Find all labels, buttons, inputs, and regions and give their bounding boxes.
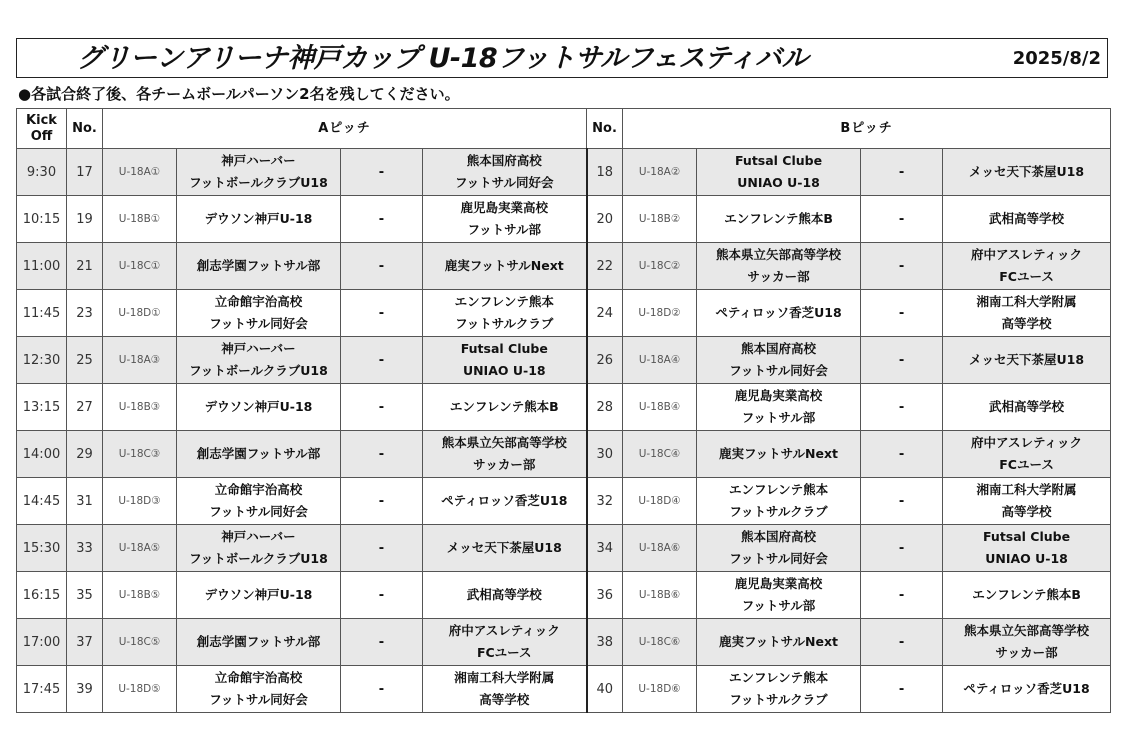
score-a: -: [341, 572, 423, 619]
away-team-a: 熊本県立矢部高等学校 サッカー部: [423, 431, 587, 478]
away-team-a: 府中アスレティック FCユース: [423, 619, 587, 666]
score-a: -: [341, 149, 423, 196]
table-row: [17, 666, 1111, 713]
home-team-a: 創志学園フットサル部: [177, 243, 341, 290]
away-team-b: 湘南工科大学附属 高等学校: [943, 290, 1111, 337]
away-team-b: 熊本県立矢部高等学校 サッカー部: [943, 619, 1111, 666]
home-team-b: 鹿実フットサルNext: [697, 431, 861, 478]
score-a: -: [341, 666, 423, 713]
home-team-b: 熊本国府高校 フットサル同好会: [697, 337, 861, 384]
home-team-a: 立命館宇治高校 フットサル同好会: [177, 666, 341, 713]
match-no-b: 38: [587, 619, 623, 666]
home-team-a: 立命館宇治高校 フットサル同好会: [177, 290, 341, 337]
home-team-b: 熊本国府高校 フットサル同好会: [697, 525, 861, 572]
score-b: -: [861, 572, 943, 619]
away-team-b: 府中アスレティック FCユース: [943, 243, 1111, 290]
match-no-a: 25: [67, 337, 103, 384]
pitch-a-header: Aピッチ: [103, 109, 587, 149]
kickoff-time: 15:30: [17, 525, 67, 572]
score-b: -: [861, 384, 943, 431]
score-a: -: [341, 243, 423, 290]
away-team-b: 府中アスレティック FCユース: [943, 431, 1111, 478]
kickoff-time: 11:00: [17, 243, 67, 290]
away-team-a: Futsal Clube UNIAO U-18: [423, 337, 587, 384]
ballperson-note: ●各試合終了後、各チームボールパーソン2名を残してください。: [18, 85, 460, 103]
home-team-a: デウソン神戸U-18: [177, 572, 341, 619]
score-a: -: [341, 525, 423, 572]
match-no-b: 18: [587, 149, 623, 196]
away-team-a: 武相高等学校: [423, 572, 587, 619]
group-code-a: U-18A①: [103, 149, 177, 196]
away-team-b: 湘南工科大学附属 高等学校: [943, 478, 1111, 525]
match-no-b: 28: [587, 384, 623, 431]
score-b: -: [861, 149, 943, 196]
kickoff-time: 10:15: [17, 196, 67, 243]
match-no-a: 33: [67, 525, 103, 572]
score-a: -: [341, 196, 423, 243]
score-b: -: [861, 243, 943, 290]
score-a: -: [341, 337, 423, 384]
away-team-a: 湘南工科大学附属 高等学校: [423, 666, 587, 713]
score-b: -: [861, 666, 943, 713]
group-code-b: U-18C②: [623, 243, 697, 290]
kickoff-time: 13:15: [17, 384, 67, 431]
group-code-a: U-18B①: [103, 196, 177, 243]
group-code-a: U-18C①: [103, 243, 177, 290]
kickoff-time: 14:45: [17, 478, 67, 525]
score-a: -: [341, 619, 423, 666]
score-b: -: [861, 290, 943, 337]
away-team-a: エンフレンテ熊本B: [423, 384, 587, 431]
group-code-b: U-18C⑥: [623, 619, 697, 666]
group-code-a: U-18B⑤: [103, 572, 177, 619]
match-no-b: 32: [587, 478, 623, 525]
group-code-a: U-18C⑤: [103, 619, 177, 666]
home-team-a: 立命館宇治高校 フットサル同好会: [177, 478, 341, 525]
kickoff-time: 12:30: [17, 337, 67, 384]
score-a: -: [341, 384, 423, 431]
group-code-b: U-18B④: [623, 384, 697, 431]
table-row: [17, 525, 1111, 572]
away-team-b: Futsal Clube UNIAO U-18: [943, 525, 1111, 572]
table-row: [17, 243, 1111, 290]
away-team-a: 鹿実フットサルNext: [423, 243, 587, 290]
group-code-b: U-18D⑥: [623, 666, 697, 713]
table-row: [17, 384, 1111, 431]
title-box: [16, 38, 1108, 78]
table-row: [17, 196, 1111, 243]
no-a-header: No.: [67, 109, 103, 149]
away-team-b: 武相高等学校: [943, 384, 1111, 431]
score-a: -: [341, 290, 423, 337]
kickoff-time: 9:30: [17, 149, 67, 196]
match-no-b: 40: [587, 666, 623, 713]
match-no-a: 23: [67, 290, 103, 337]
group-code-b: U-18A②: [623, 149, 697, 196]
match-no-b: 24: [587, 290, 623, 337]
score-a: -: [341, 431, 423, 478]
group-code-a: U-18D⑤: [103, 666, 177, 713]
home-team-a: 神戸ハーバー フットボールクラブU18: [177, 525, 341, 572]
home-team-b: 鹿児島実業高校 フットサル部: [697, 384, 861, 431]
group-code-b: U-18A⑥: [623, 525, 697, 572]
match-no-a: 17: [67, 149, 103, 196]
group-code-a: U-18D③: [103, 478, 177, 525]
score-b: -: [861, 478, 943, 525]
match-no-b: 34: [587, 525, 623, 572]
page-title: グリーンアリーナ神戸カップ U-18フットサルフェスティバル: [77, 43, 808, 74]
home-team-b: Futsal Clube UNIAO U-18: [697, 149, 861, 196]
score-b: -: [861, 337, 943, 384]
kickoff-header: Kick Off: [17, 109, 67, 149]
home-team-a: デウソン神戸U-18: [177, 384, 341, 431]
home-team-b: 熊本県立矢部高等学校 サッカー部: [697, 243, 861, 290]
away-team-b: 武相高等学校: [943, 196, 1111, 243]
away-team-b: メッセ天下茶屋U18: [943, 337, 1111, 384]
score-b: -: [861, 525, 943, 572]
away-team-a: メッセ天下茶屋U18: [423, 525, 587, 572]
home-team-b: 鹿実フットサルNext: [697, 619, 861, 666]
table-row: [17, 619, 1111, 666]
away-team-b: ペティロッソ香芝U18: [943, 666, 1111, 713]
away-team-a: ペティロッソ香芝U18: [423, 478, 587, 525]
score-b: -: [861, 196, 943, 243]
match-no-b: 20: [587, 196, 623, 243]
match-no-a: 19: [67, 196, 103, 243]
table-row: [17, 290, 1111, 337]
home-team-a: 神戸ハーバー フットボールクラブU18: [177, 149, 341, 196]
home-team-b: 鹿児島実業高校 フットサル部: [697, 572, 861, 619]
group-code-a: U-18A③: [103, 337, 177, 384]
home-team-b: エンフレンテ熊本 フットサルクラブ: [697, 666, 861, 713]
pitch-b-header: Bピッチ: [623, 109, 1111, 149]
score-b: -: [861, 619, 943, 666]
table-row: [17, 431, 1111, 478]
group-code-b: U-18D②: [623, 290, 697, 337]
table-row: [17, 149, 1111, 196]
match-no-b: 26: [587, 337, 623, 384]
away-team-a: エンフレンテ熊本 フットサルクラブ: [423, 290, 587, 337]
table-header-row: [17, 109, 1111, 149]
match-no-b: 36: [587, 572, 623, 619]
match-no-a: 29: [67, 431, 103, 478]
home-team-b: ペティロッソ香芝U18: [697, 290, 861, 337]
away-team-a: 熊本国府高校 フットサル同好会: [423, 149, 587, 196]
away-team-b: メッセ天下茶屋U18: [943, 149, 1111, 196]
kickoff-time: 17:45: [17, 666, 67, 713]
score-b: -: [861, 431, 943, 478]
group-code-a: U-18B③: [103, 384, 177, 431]
schedule-body: [17, 149, 1111, 713]
group-code-b: U-18B⑥: [623, 572, 697, 619]
score-a: -: [341, 478, 423, 525]
away-team-b: エンフレンテ熊本B: [943, 572, 1111, 619]
group-code-b: U-18C④: [623, 431, 697, 478]
match-no-a: 21: [67, 243, 103, 290]
schedule-table: [16, 108, 1111, 713]
group-code-a: U-18A⑤: [103, 525, 177, 572]
kickoff-time: 16:15: [17, 572, 67, 619]
home-team-a: 創志学園フットサル部: [177, 431, 341, 478]
group-code-b: U-18D④: [623, 478, 697, 525]
event-date: 2025/8/2: [1012, 48, 1101, 69]
group-code-a: U-18C③: [103, 431, 177, 478]
group-code-a: U-18D①: [103, 290, 177, 337]
match-no-a: 37: [67, 619, 103, 666]
match-no-a: 35: [67, 572, 103, 619]
home-team-a: デウソン神戸U-18: [177, 196, 341, 243]
match-no-a: 39: [67, 666, 103, 713]
home-team-a: 創志学園フットサル部: [177, 619, 341, 666]
home-team-b: エンフレンテ熊本B: [697, 196, 861, 243]
table-row: [17, 337, 1111, 384]
match-no-a: 27: [67, 384, 103, 431]
home-team-b: エンフレンテ熊本 フットサルクラブ: [697, 478, 861, 525]
table-row: [17, 478, 1111, 525]
match-no-a: 31: [67, 478, 103, 525]
group-code-b: U-18A④: [623, 337, 697, 384]
kickoff-time: 11:45: [17, 290, 67, 337]
home-team-a: 神戸ハーバー フットボールクラブU18: [177, 337, 341, 384]
table-row: [17, 572, 1111, 619]
group-code-b: U-18B②: [623, 196, 697, 243]
kickoff-time: 17:00: [17, 619, 67, 666]
match-no-b: 22: [587, 243, 623, 290]
match-no-b: 30: [587, 431, 623, 478]
kickoff-time: 14:00: [17, 431, 67, 478]
no-b-header: No.: [587, 109, 623, 149]
away-team-a: 鹿児島実業高校 フットサル部: [423, 196, 587, 243]
